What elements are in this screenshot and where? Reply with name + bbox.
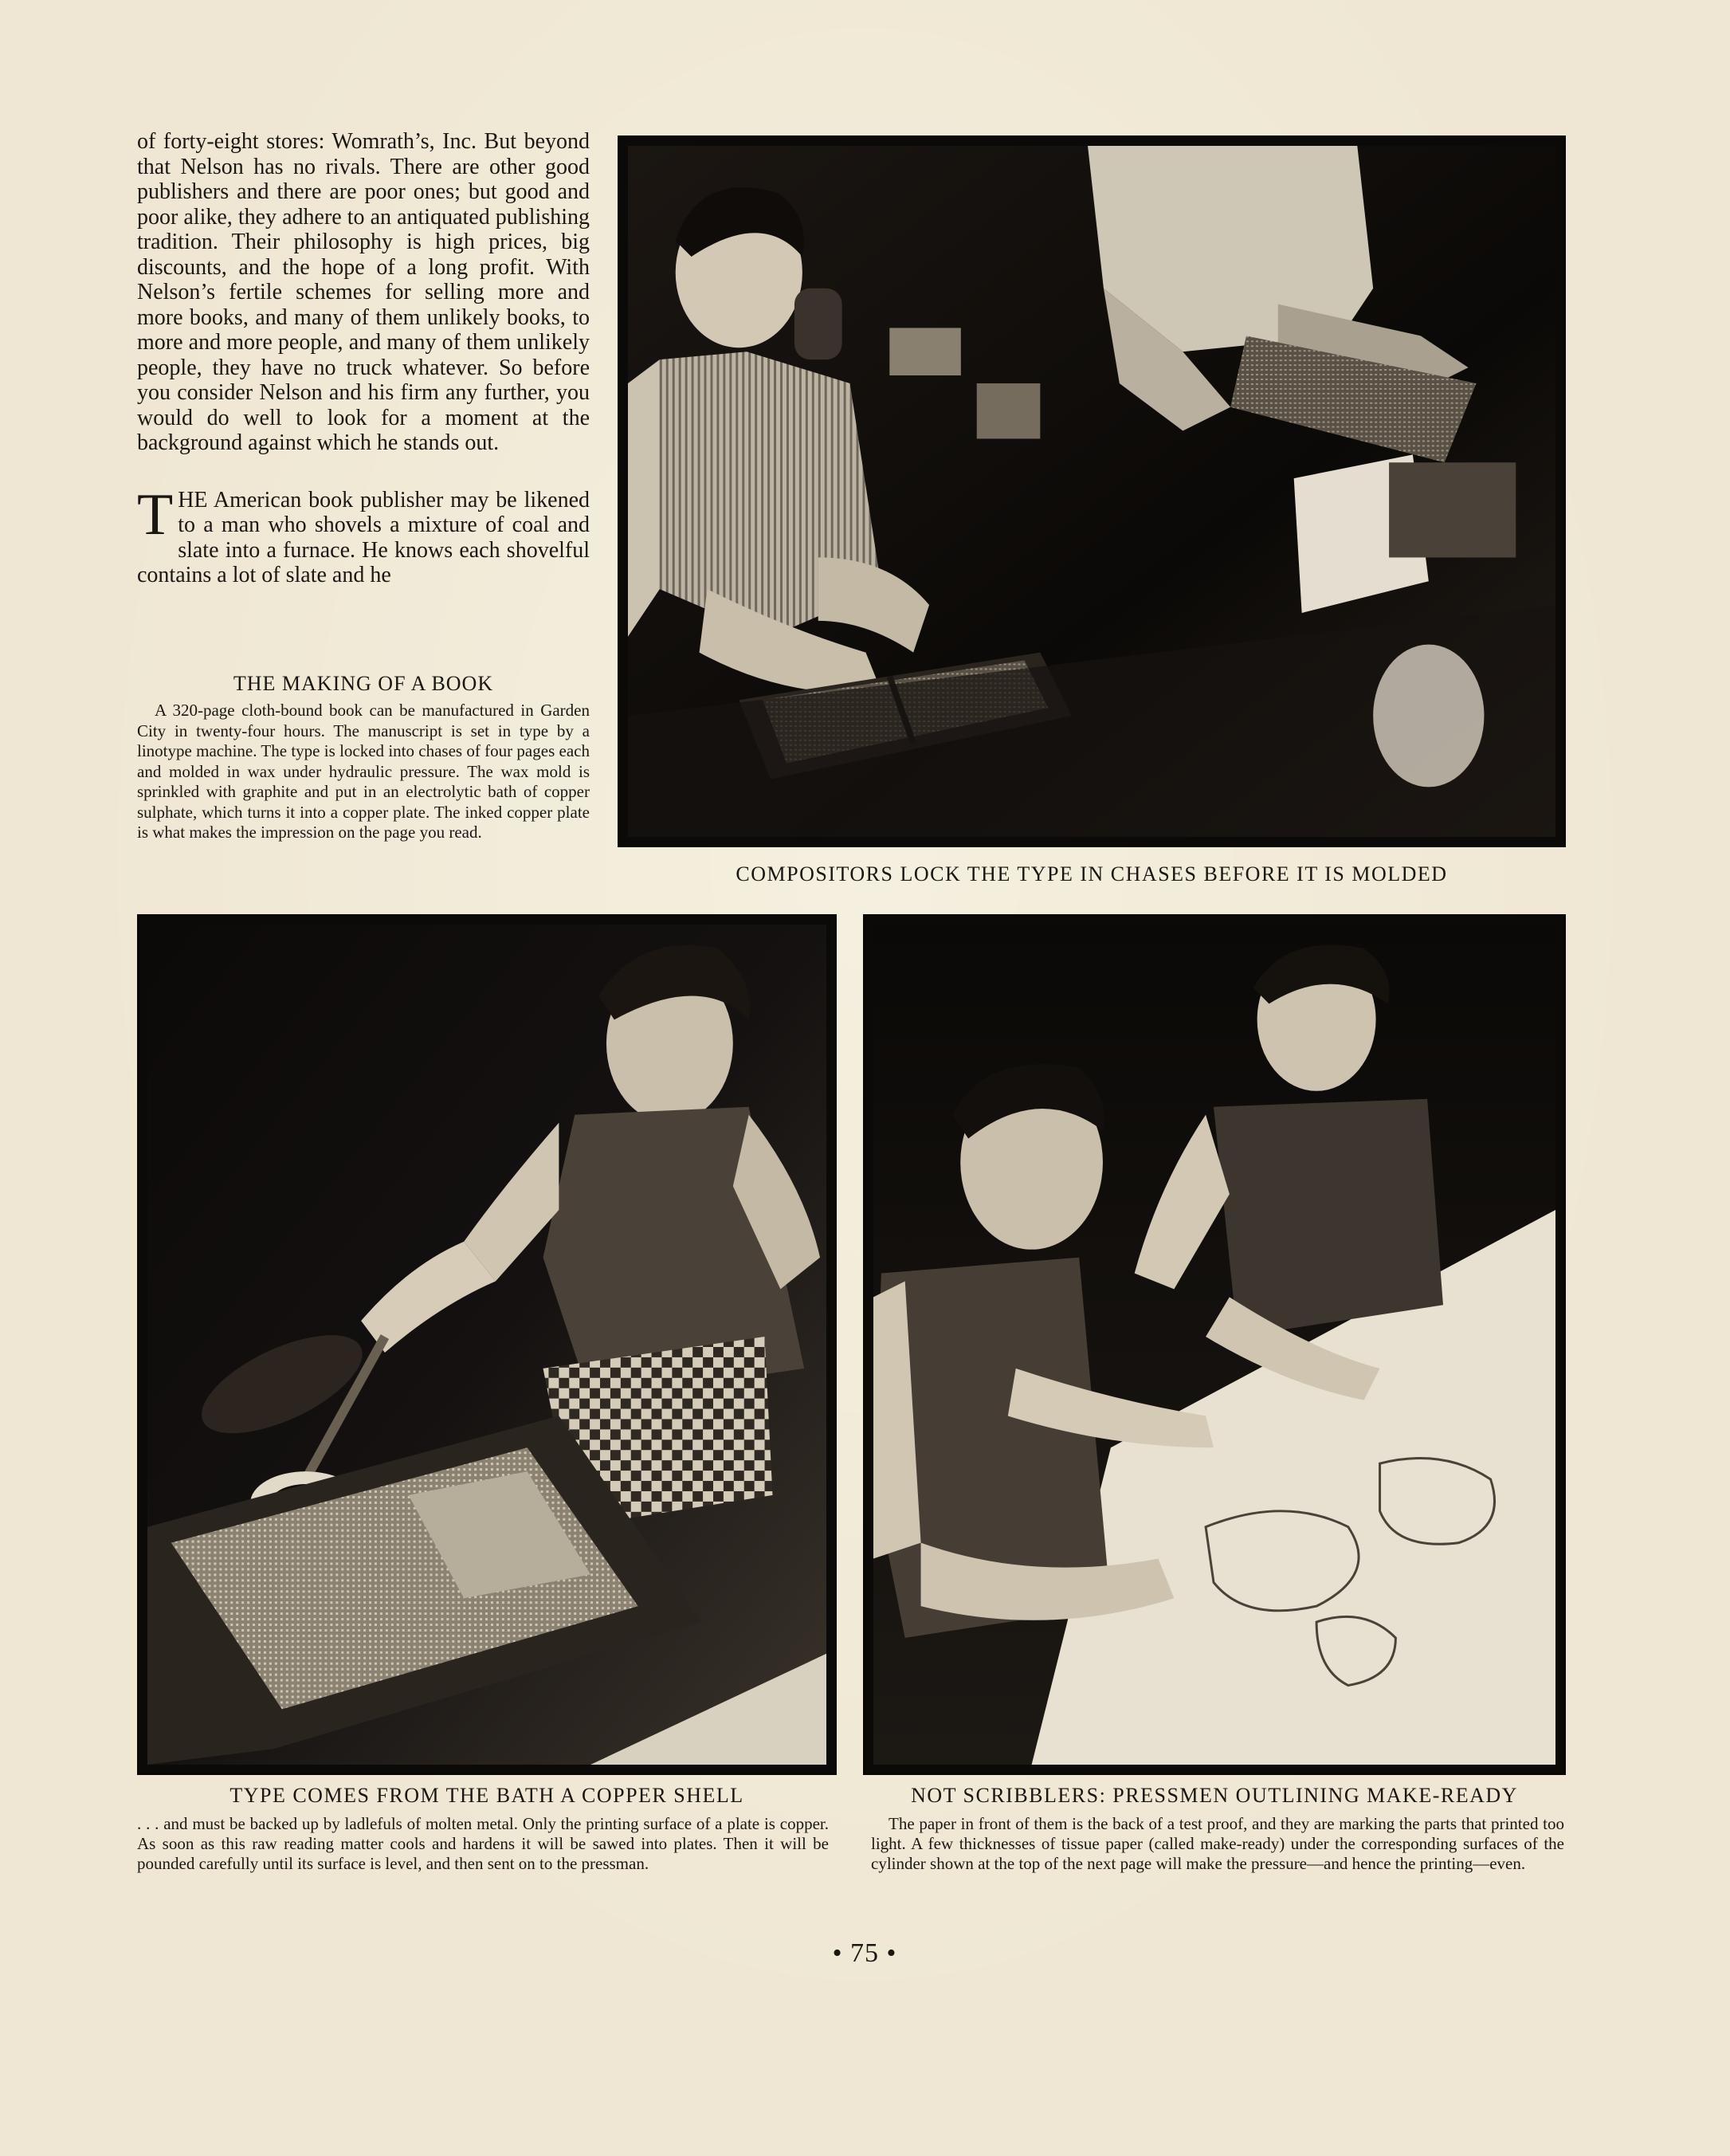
photo-compositors [618,135,1566,847]
drop-cap: T [137,481,174,548]
article-paragraph [137,481,590,588]
article-paragraph-text: HE American book publisher may be likened to a man who shovels a mixture of coal and slate into a furnace. He knows each shovelful contains a lot of slate and he [137,487,590,587]
sidebar-title: THE MAKING OF A BOOK [233,672,494,695]
photo-copper-shell-caption: TYPE COMES FROM THE BATH A COPPER SHELL [229,1784,744,1807]
photo-pressmen-text: The paper in front of them is the back of a test proof, and they are marking the parts that printed too light. A few thicknesses of tissue paper (called make-ready) under the corresponding surfaces of the cylinder shown at the top of the next page will make the pressure—and hence the printing—even. [871,1814,1564,1873]
sidebar-text: A 320-page cloth-bound book can be manufactured in Garden City in twenty-four hours. The manuscript is set in type by a linotype machine. The type is locked into chases of four pages each and molded in wax under hydraulic pressure. The wax mold is sprinkled with graphite and put in an electrolytic bath of copper sulphate, which turns it into a copper plate. The inked copper plate is what makes the impression on the page you read. [137,701,590,842]
photo-copper-shell-image [147,925,826,1765]
photo-copper-shell [137,914,837,1775]
photo-pressmen-caption: NOT SCRIBBLERS: PRESSMEN OUTLINING MAKE-READY [911,1784,1518,1807]
sidebar-making-of-a-book [137,672,590,843]
photo-compositors-image [628,146,1555,837]
page-number: • 75 • [832,1938,897,1968]
photo-pressmen [863,914,1566,1775]
article-paragraph: of forty-eight stores: Womrath’s, Inc. But beyond that Nelson has no rivals. There are other good publishers and there are poor ones; but good and poor alike, they adhere to an antiquated publishing tradition. Their philosophy is high prices, big discounts, and the hope of a long profit. With Nelson’s fertile schemes for selling more and more books, and many of them unlikely books, to more and more people, and many of them unlikely people, they have no truck whatever. So before you consider Nelson and his firm any further, you would do well to look for a moment at the background against which he stands out. [137,129,590,455]
photo-compositors-caption: COMPOSITORS LOCK THE TYPE IN CHASES BEFORE IT IS MOLDED [736,862,1448,886]
photo-copper-shell-text: . . . and must be backed up by ladlefuls of molten metal. Only the printing surface of a plate is copper. As soon as this raw reading matter cools and hardens it will be sawed into plates. Then it will be pounded carefully until its surface is level, and then sent on to the pressman. [137,1814,829,1873]
photo-pressmen-image [873,925,1555,1765]
article-text-column [137,129,590,588]
